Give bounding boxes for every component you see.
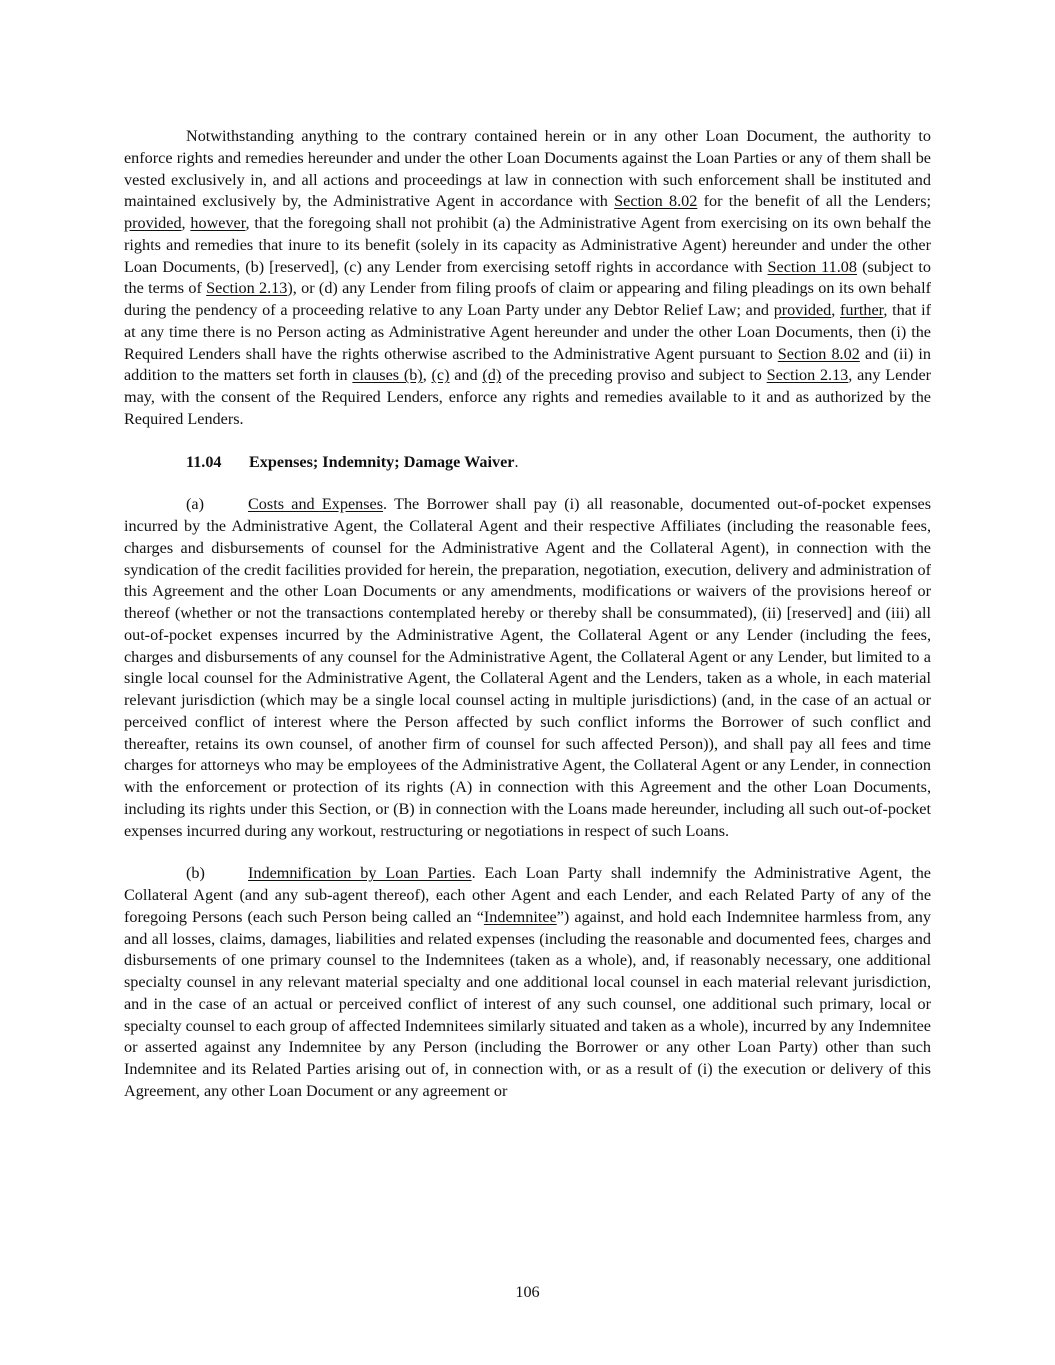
text-span: for the benefit of all the Lenders; — [697, 192, 931, 211]
text-span: (subject to the terms of — [124, 257, 931, 298]
further-term: further — [840, 301, 884, 319]
subsection-label: (b) — [186, 864, 205, 883]
paragraph-enforcement — [124, 126, 931, 431]
subsection-label: (a) — [186, 495, 204, 514]
text-span: . The Borrower shall pay (i) all reasonable, documented out-of-pocket expenses incurred by the Administrative Agent, the Collateral Agent and their respective Affiliates (including the reasonable fees, charges and disbursements of counsel for the Administrative Agent and the Collateral Agent), in connection with the syndication of the credit facilities provided for herein, the preparation, negotiation, execution, delivery and administration of this Agreement and the other Loan Documents or any amendments, modifications or waivers of the provisions hereof or thereof (whether or not the transactions contemplated hereby or thereby shall be consummated), (ii) [reserved] and (iii) all out-of-pocket expenses incurred by the Administrative Agent, the Collateral Agent or any Lender (including the fees, charges and disbursements of any counsel for the Administrative Agent, the Collateral Agent or any Lender, but limited to a single local counsel for the Administrative Agent, the Collateral Agent and the Lenders, taken as a whole, in each material relevant jurisdiction (which may be a single local counsel acting in multiple jurisdictions) (and, in the case of an actual or perceived conflict of interest where the Person affected by such conflict informs the Borrower of such conflict and thereafter, retains its own counsel, of another firm of counsel for such affected Person)), and shall pay all fees and time charges for attorneys who may be employees of the Administrative Agent, the Collateral Agent or any Lender, in connection with the enforcement or protection of its rights (A) in connection with this Agreement and the other Loan Documents, including its rights under this Section, or (B) in connection with the Loans made hereunder, including all such out-of-pocket expenses incurred during any workout, restructuring or negotiations in respect of such Loans. — [124, 495, 931, 840]
section-title: Expenses; Indemnity; Damage Waiver — [249, 452, 515, 471]
clause-reference: clauses (b) — [352, 366, 423, 385]
document-page — [124, 126, 931, 1103]
clause-reference: (d) — [482, 366, 502, 385]
text-span: ), or (d) any Lender from filing proofs of claim or appearing and filing pleadings on its own behalf during the pendency of a proceeding relative to any Loan Party under any Debtor Relief Law; and — [124, 279, 931, 319]
text-span: , — [181, 214, 191, 232]
text-span: , any Lender may, with the consent of the Required Lenders, enforce any rights and remedies available to it and as authorized by the Required Lenders. — [124, 366, 932, 428]
defined-term: Indemnitee — [483, 907, 557, 926]
clause-reference: (c) — [431, 366, 450, 385]
section-number: 11.04 — [186, 452, 222, 471]
text-span: , that if at any time there is no Person acting as Administrative Agent hereunder and under the other Loan Documents, then (i) the Required Lenders shall have the rights otherwise ascribed to the Administrative Agent pursuant to — [124, 301, 931, 363]
text-span: . — [514, 452, 519, 471]
text-span: and (ii) in addition to the matters set forth in — [124, 344, 931, 385]
page-number: 106 — [515, 1283, 540, 1301]
text-span: of the preceding proviso and subject to — [501, 366, 767, 385]
provided-term: provided — [124, 214, 182, 232]
section-reference: Section 8.02 — [777, 344, 860, 363]
text-span: ”) against, and hold each Indemnitee harmless from, any and all losses, claims, damages, liabilities and related expenses (including the reasonable and documented fees, charges and disbursements of one primary counsel to the Indemnitees (taken as a whole), and, if reasonably necessary, one additional specialty counsel in any relevant material specialty and one additional local counsel in each material relevant jurisdiction, and in the case of an actual or perceived conflict of interest of any such counsel, one additional such primary, local or specialty counsel to each group of affected Indemnitees similarly situated and taken as a whole), incurred by any Indemnitee or asserted against any Indemnitee by any Person (including the Borrower or any other Loan Party) other than such Indemnitee and its Related Parties arising out of, in connection with, or as a result of (i) the execution or delivery of this Agreement, any other Loan Document or any agreement or — [124, 907, 931, 1100]
paragraph-costs-and-expenses — [124, 494, 931, 842]
text-span: , — [422, 366, 432, 385]
text-span: . Each Loan Party shall indemnify the Administrative Agent, the Collateral Agent (and any sub-agent thereof), each other Agent and each Lender, and each Related Party of any of the foregoing Persons (each such Person being called an “ — [124, 864, 931, 926]
provided-term: provided — [773, 301, 832, 319]
subsection-caption: Costs and Expenses — [248, 495, 384, 514]
section-reference: Section 11.08 — [767, 257, 857, 276]
paragraph-indemnification — [124, 863, 931, 1102]
section-heading — [124, 452, 931, 474]
text-span: and — [449, 366, 483, 385]
section-reference: Section 2.13 — [206, 279, 288, 298]
section-reference: Section 2.13 — [766, 366, 849, 385]
however-term: however — [190, 214, 246, 232]
text-span: Notwithstanding anything to the contrary contained herein or in any other Loan Document, the authority to enforce rights and remedies hereunder and under the other Loan Documents against the Loan Parties or any of them shall be vested exclusively in, and all actions and proceedings at law in connection with such enforcement shall be instituted and maintained exclusively by, the Administrative Agent in accordance with — [124, 127, 931, 211]
section-reference: Section 8.02 — [614, 192, 698, 211]
text-span: , — [831, 301, 840, 319]
subsection-caption: Indemnification by Loan Parties — [248, 864, 472, 883]
text-span: , that the foregoing shall not prohibit (a) the Administrative Agent from exercising on its own behalf the rights and remedies that inure to its benefit (solely in its capacity as Administrative Agent) hereunder and under the other Loan Documents, (b) [reserved], (c) any Lender from exercising setoff rights in accordance with — [124, 214, 932, 276]
